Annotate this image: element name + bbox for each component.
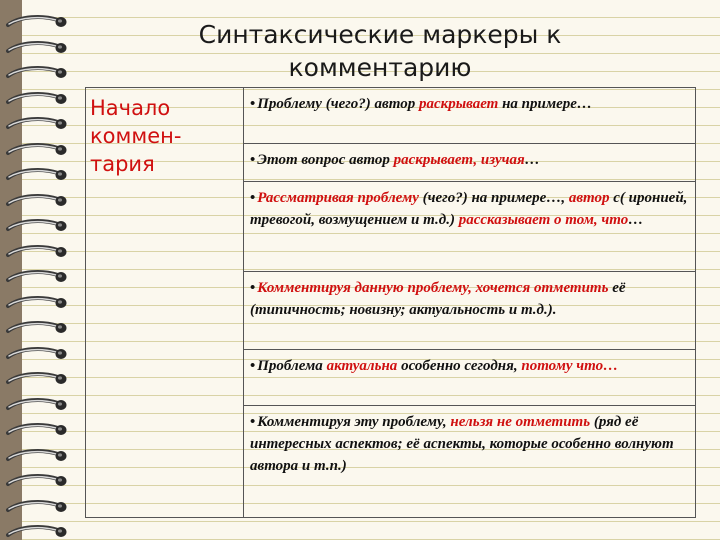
marker-item — [244, 88, 696, 144]
bullet-icon: • — [250, 152, 256, 168]
spiral-ring-icon — [6, 524, 68, 539]
bullet-icon: • — [250, 190, 256, 206]
spiral-ring-icon — [6, 167, 68, 182]
marker-text: с( иронией, тревогой, возмущением и т.д.) — [250, 190, 688, 228]
row-label: Начало коммен-тария — [86, 88, 244, 518]
table-row — [86, 88, 696, 144]
marker-item — [244, 350, 696, 406]
marker-text: (ряд её интересных аспектов; её аспекты, которые особенно волнуют автора и т.п.) — [250, 414, 674, 474]
spiral-ring-icon — [6, 499, 68, 514]
spiral-ring-icon — [6, 320, 68, 335]
marker-text: Проблема — [257, 358, 327, 374]
spiral-ring-icon — [6, 116, 68, 131]
marker-text: особенно сегодня, — [397, 358, 522, 374]
marker-phrase: раскрывает — [418, 96, 499, 112]
marker-text: её (типичность; новизну; актуальность и т.д.). — [250, 280, 626, 318]
spiral-ring-icon — [6, 448, 68, 463]
spiral-ring-icon — [6, 422, 68, 437]
marker-phrase: нельзя не отметить — [450, 414, 591, 430]
marker-text: … — [524, 152, 540, 168]
spiral-ring-icon — [6, 218, 68, 233]
marker-text: Проблему (чего?) автор — [257, 96, 419, 112]
marker-phrase: рассказывает о том, что — [458, 212, 629, 228]
marker-text: на примере… — [498, 96, 592, 112]
markers-table — [85, 87, 696, 518]
marker-phrase: актуальна — [326, 358, 398, 374]
slide-title: Синтаксические маркеры к комментарию — [198, 20, 562, 82]
spiral-ring-icon — [6, 244, 68, 259]
spiral-ring-icon — [6, 91, 68, 106]
marker-text: (чего?) на примере…, — [418, 190, 569, 206]
spiral-ring-icon — [6, 269, 68, 284]
marker-phrase: потому что… — [521, 358, 619, 374]
marker-item — [244, 182, 696, 272]
spiral-ring-icon — [6, 397, 68, 412]
marker-text: … — [628, 212, 644, 228]
marker-text: Этот вопрос автор — [257, 152, 394, 168]
spiral-ring-icon — [6, 346, 68, 361]
bullet-icon: • — [250, 96, 256, 112]
marker-text: Комментируя эту проблему, — [257, 414, 451, 430]
spiral-ring-icon — [6, 371, 68, 386]
bullet-icon: • — [250, 358, 256, 374]
marker-phrase: Комментируя данную проблему, хочется отметить — [257, 280, 609, 296]
spiral-binding — [0, 0, 78, 540]
bullet-icon: • — [250, 414, 256, 430]
marker-phrase: автор — [568, 190, 610, 206]
bullet-icon: • — [250, 280, 256, 296]
spiral-ring-icon — [6, 193, 68, 208]
spiral-ring-icon — [6, 65, 68, 80]
marker-item — [244, 406, 696, 518]
marker-phrase: раскрывает, изучая — [393, 152, 525, 168]
spiral-ring-icon — [6, 473, 68, 488]
spiral-ring-icon — [6, 40, 68, 55]
marker-item — [244, 144, 696, 182]
spiral-ring-icon — [6, 14, 68, 29]
spiral-ring-icon — [6, 295, 68, 310]
marker-item — [244, 272, 696, 350]
marker-phrase: Рассматривая проблему — [257, 190, 419, 206]
spiral-ring-icon — [6, 142, 68, 157]
